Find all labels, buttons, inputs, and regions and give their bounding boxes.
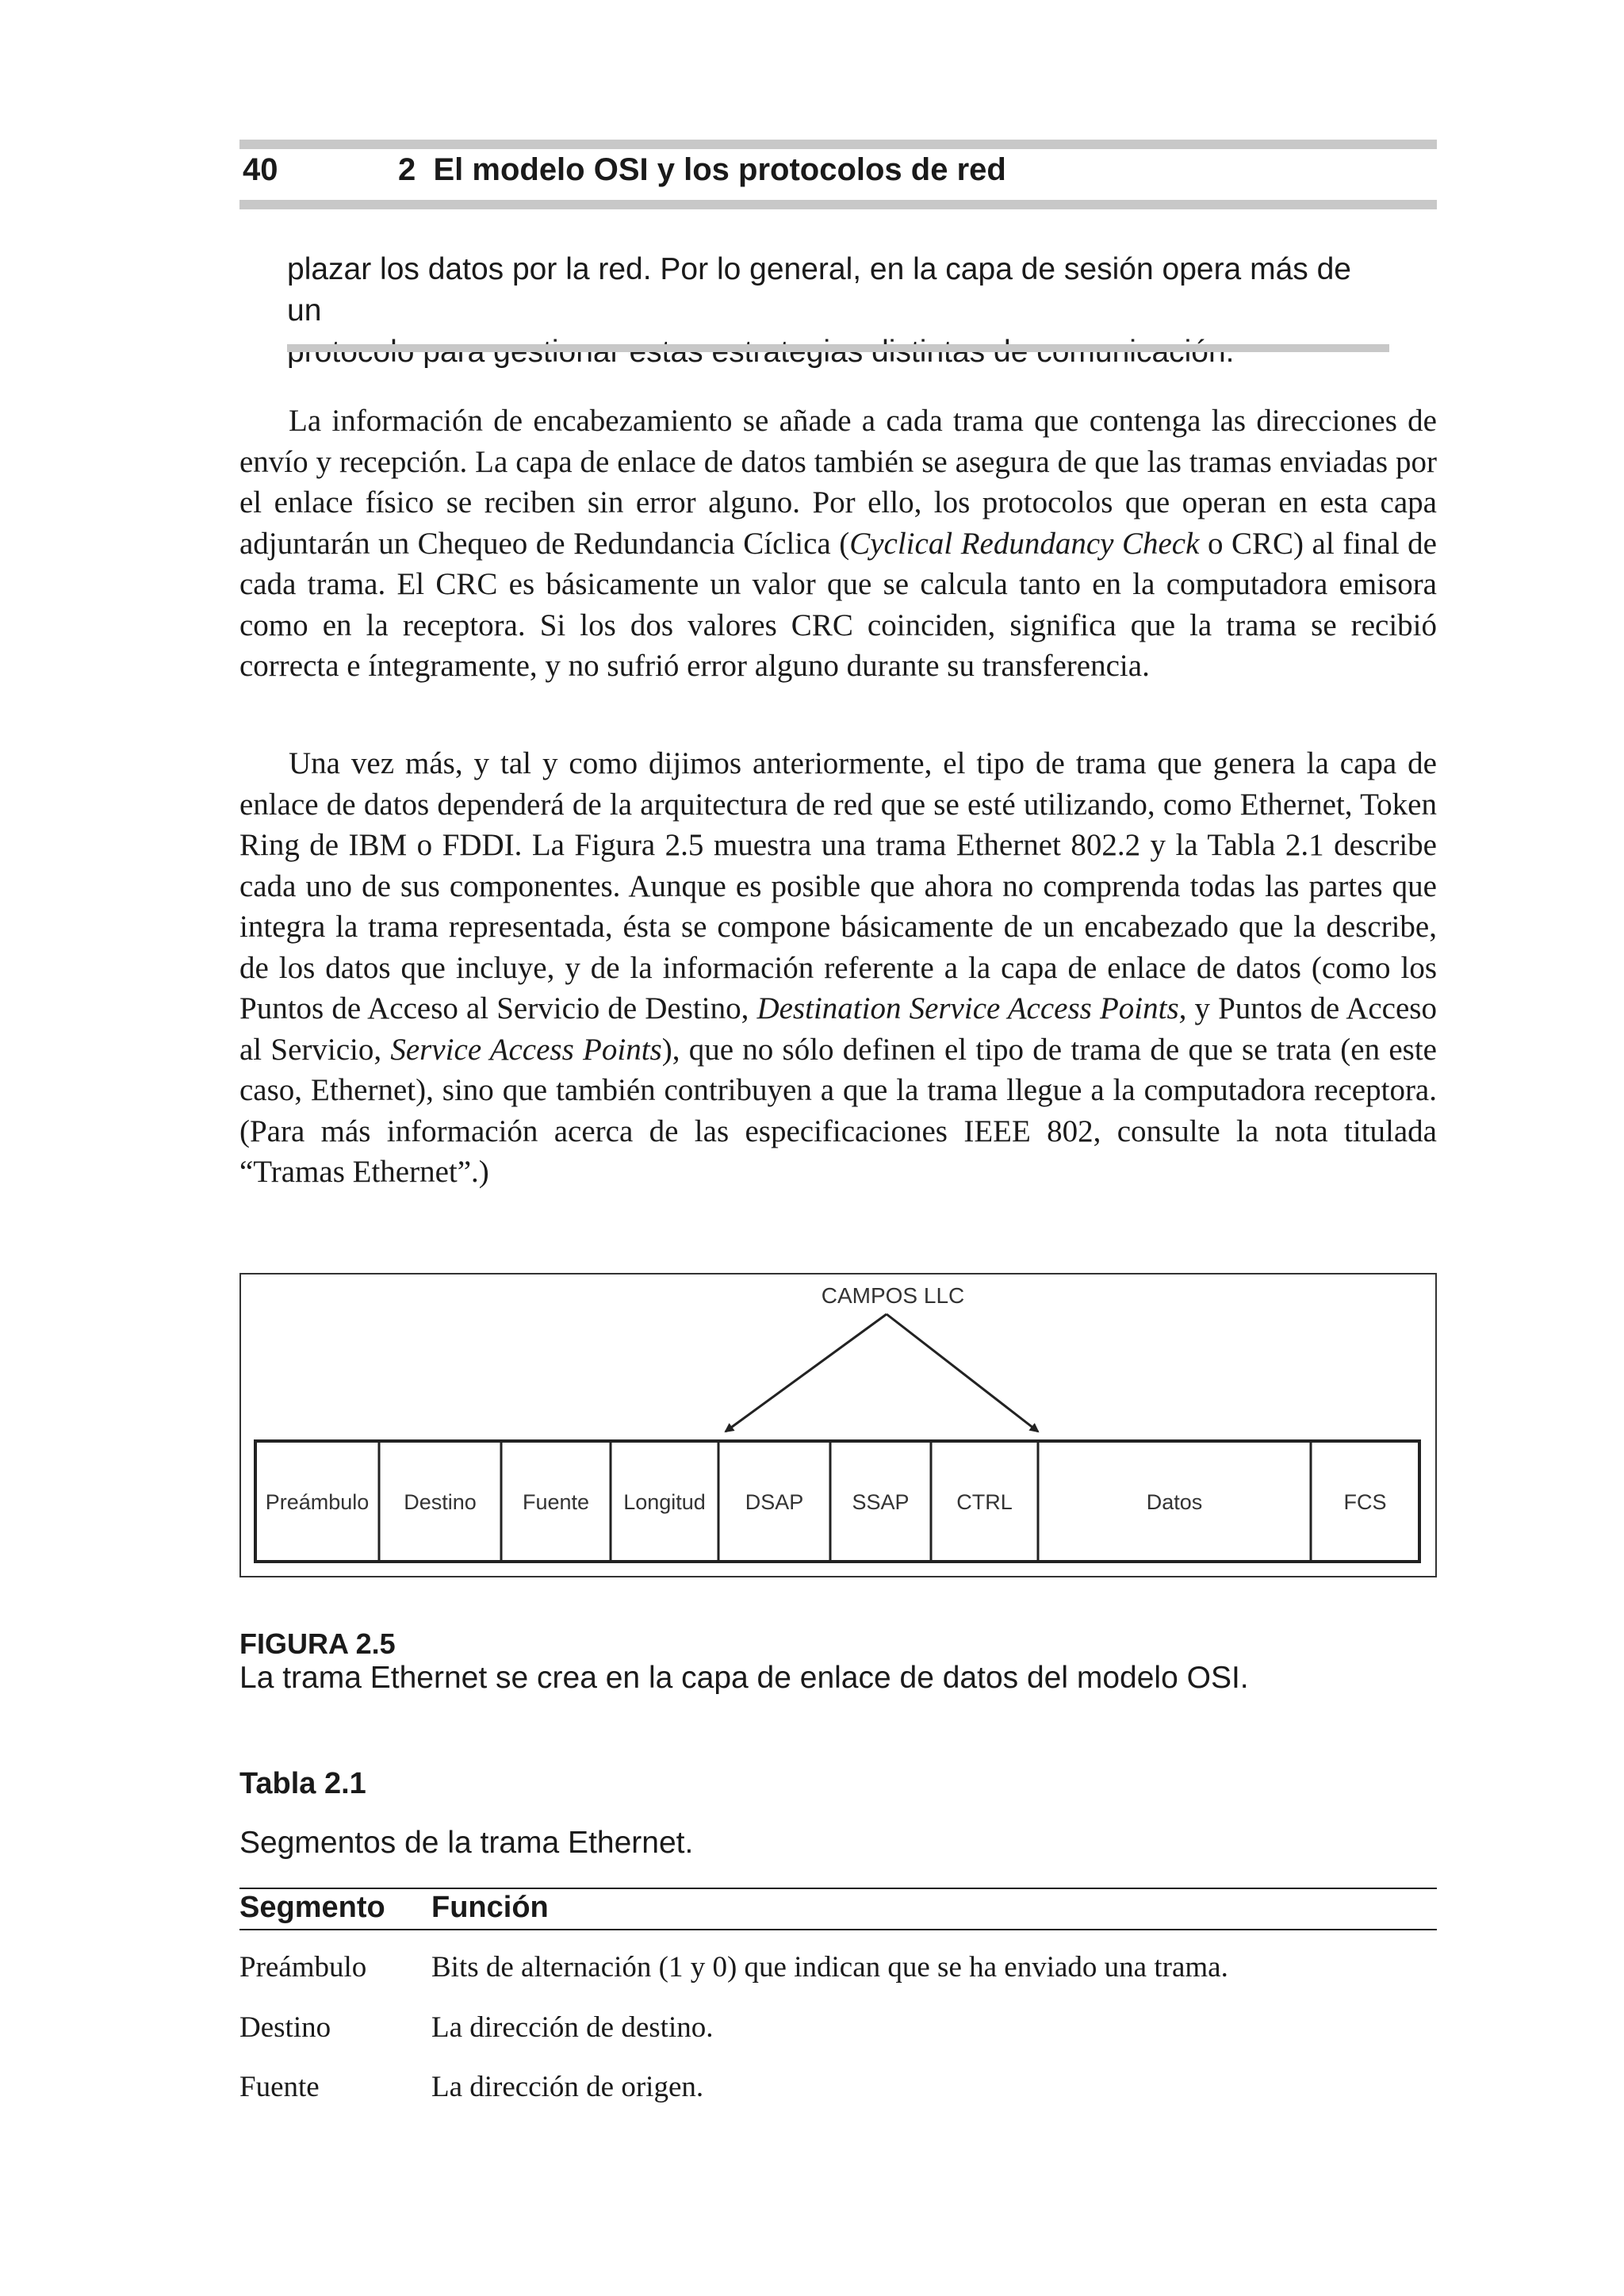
frame-field-label: Destino	[404, 1490, 477, 1514]
frame-diagram	[239, 1273, 1437, 1579]
table-cell-segment: Preámbulo	[239, 1951, 367, 1984]
frame-field-label: Datos	[1146, 1490, 1203, 1514]
body-paragraph-1	[239, 401, 1437, 687]
p2-text-2: y Puntos de Acceso al Servicio,	[239, 991, 1437, 1067]
table-cell-function: Bits de alternación (1 y 0) que indican que se ha enviado una trama.	[431, 1951, 1228, 1984]
table-header-segmento: Segmento	[239, 1891, 385, 1924]
chapter-title: 2 El modelo OSI y los protocolos de red	[398, 152, 1006, 187]
table-label: Tabla 2.1	[239, 1767, 366, 1800]
p1-italic-1: Cyclical Redundancy Check	[849, 526, 1200, 561]
p2-italic-1: Destination Service Access Points,	[756, 991, 1187, 1025]
body-paragraph-2	[239, 743, 1437, 1193]
p2-text-1: Una vez más, y tal y como dijimos anteriormente, el tipo de trama que genera la capa de enlace de datos dependerá de la arquitectura de red que se esté utilizando, como Ethernet, Token Ring de IBM o FDDI. La Figura 2.5 muestra una trama Ethernet 802.2 y la Tabla 2.1 describe cada uno de sus componentes. Aunque es posible que ahora no comprenda todas las partes que integra la trama representada, ésta se compone básicamente de un encabezado que la describe, de los datos que incluye, y de la información referente a la capa de enlace de datos (como los Puntos de Acceso al Servicio de Destino,	[239, 746, 1437, 1025]
p2-italic-2: Service Access Points	[390, 1032, 662, 1067]
frame-field-label: DSAP	[745, 1490, 804, 1514]
p1-text-2: o CRC) al final de cada trama. El CRC es básicamente un valor que se calcula tanto en la computadora emisora como en la receptora. Si los dos valores CRC coinciden, significa que la trama se recibió correcta e íntegramente, y no sufrió error alguno durante su transferencia.	[239, 526, 1437, 683]
frame-field-label: CTRL	[956, 1490, 1013, 1514]
note-rule	[287, 344, 1389, 352]
figure-frame	[240, 1274, 1436, 1577]
note-box	[287, 249, 1389, 373]
table-caption: Segmentos de la trama Ethernet.	[239, 1826, 694, 1860]
frame-field-label: Longitud	[623, 1490, 706, 1514]
frame-field-label: SSAP	[852, 1490, 910, 1514]
page-number: 40	[243, 152, 278, 187]
table-rule-header	[239, 1929, 1437, 1930]
frame-field-label: Fuente	[522, 1490, 590, 1514]
header-rule-bottom	[239, 200, 1437, 209]
p1-text-1: La información de encabezamiento se añade a cada trama que contenga las direcciones de envío y recepción. La capa de enlace de datos también se asegura de que las tramas enviadas por el enlace físico se reciben sin error alguno. Por ello, los protocolos que operan en esta capa adjuntarán un Chequeo de Redundancia Cíclica (	[239, 404, 1437, 561]
table-cell-segment: Fuente	[239, 2071, 320, 2103]
p2-text-3: ), que no sólo definen el tipo de trama de que se trata (en este caso, Ethernet), sino que también contribuyen a que la trama llegue a la computadora receptora. (Para más información acerca de las especificaciones IEEE 802, consulte la nota titulada “Tramas Ethernet”.)	[239, 1032, 1437, 1189]
llc-fields-label: CAMPOS LLC	[821, 1283, 965, 1308]
table-cell-function: La dirección de origen.	[431, 2071, 704, 2103]
figure-caption: La trama Ethernet se crea en la capa de enlace de datos del modelo OSI.	[239, 1661, 1249, 1695]
header-rule-top	[239, 140, 1437, 149]
note-line-1: plazar los datos por la red. Por lo general, en la capa de sesión opera más de un	[287, 252, 1351, 328]
table-header-funcion: Función	[431, 1891, 549, 1924]
frame-field-label: Preámbulo	[265, 1490, 370, 1514]
frame-field-label: FCS	[1343, 1490, 1387, 1514]
figure-label: FIGURA 2.5	[239, 1627, 396, 1660]
ethernet-frame-figure	[239, 1273, 1437, 1579]
note-line-2	[287, 332, 1389, 373]
table-rule-top	[239, 1888, 1437, 1889]
table-cell-function: La dirección de destino.	[431, 2011, 714, 2044]
table-cell-segment: Destino	[239, 2011, 331, 2044]
